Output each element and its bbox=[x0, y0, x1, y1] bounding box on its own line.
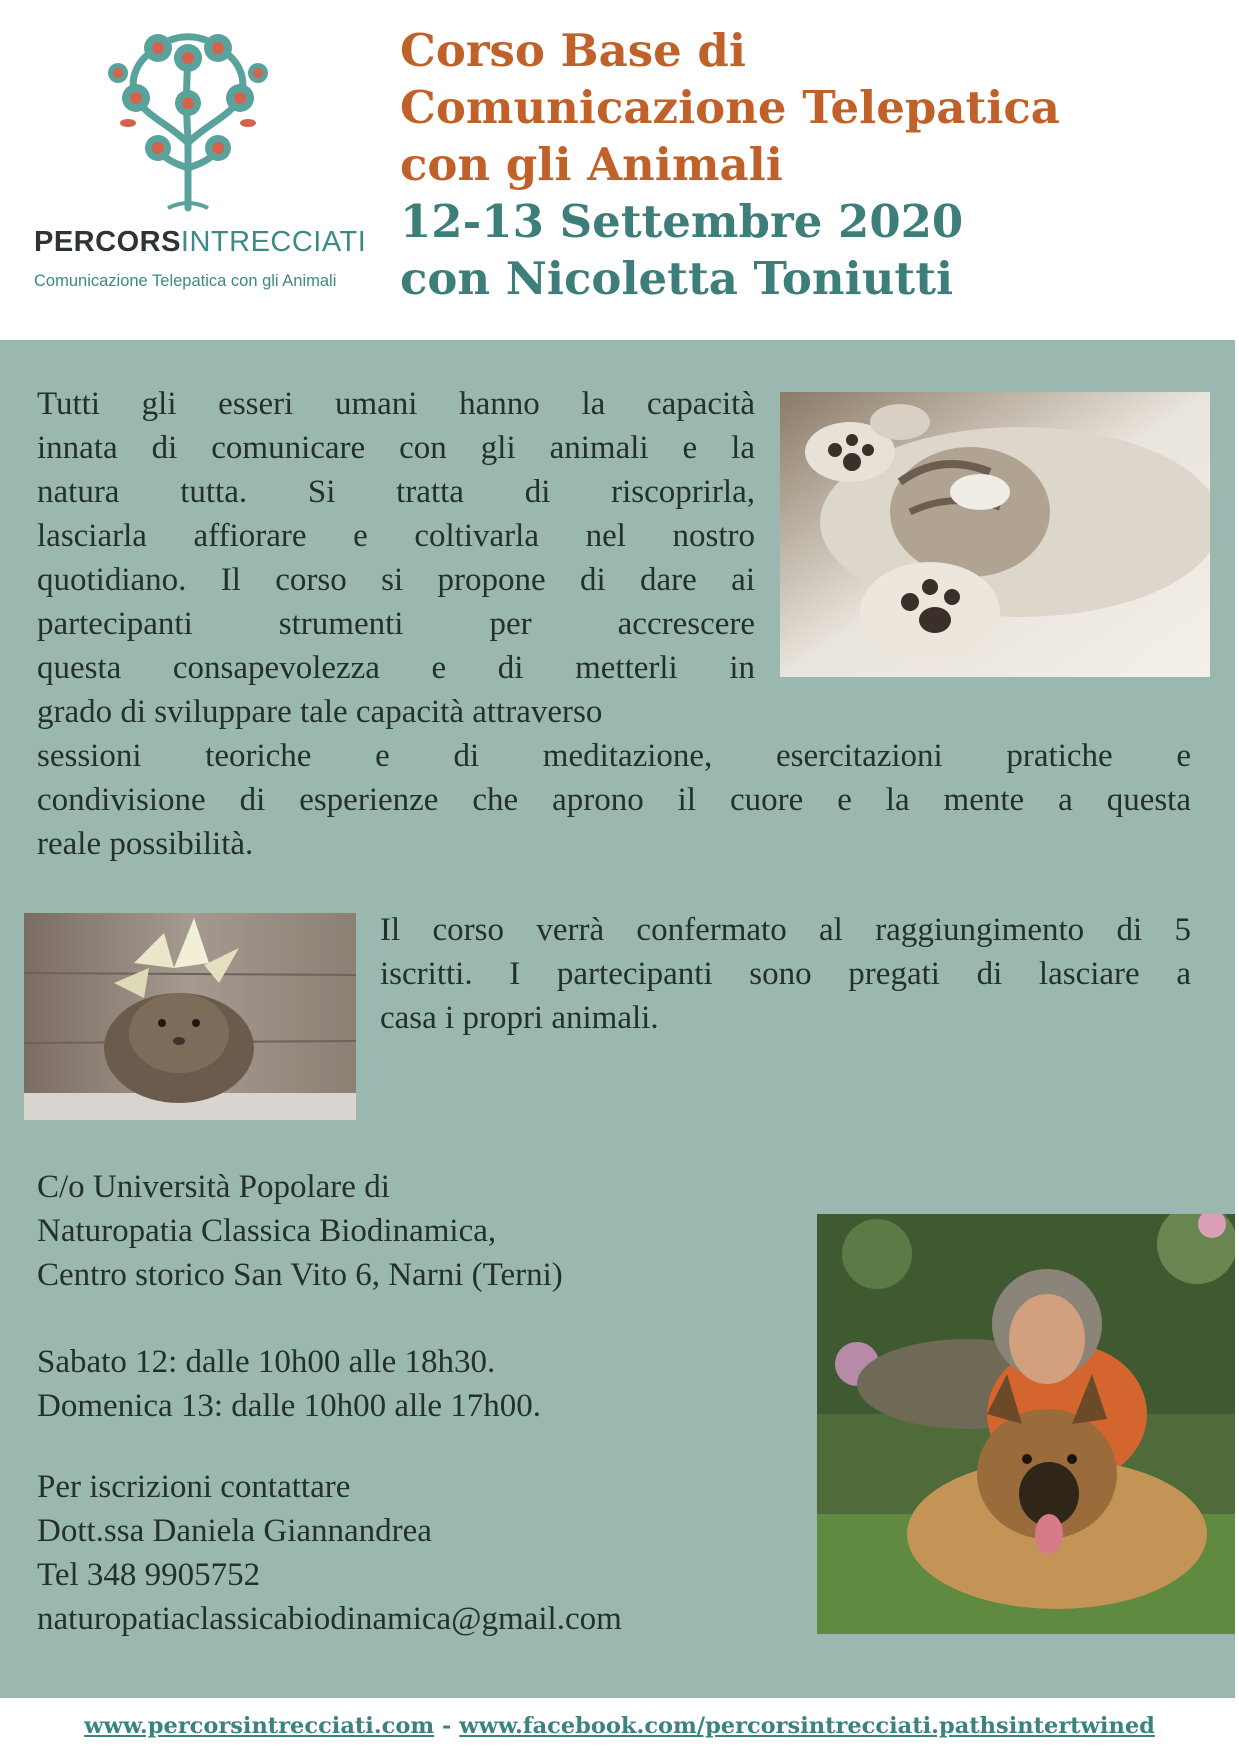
content-panel bbox=[0, 340, 1235, 1698]
address-line: Centro storico San Vito 6, Narni (Terni) bbox=[37, 1257, 563, 1293]
title-line-teacher: con Nicoletta Toniutti bbox=[400, 252, 954, 305]
logo-tagline: Comunicazione Telepatica con gli Animali bbox=[34, 272, 337, 290]
contact-info bbox=[37, 1465, 817, 1641]
intro-line: natura tutta. Si tratta di riscoprirla, bbox=[37, 474, 755, 510]
title-line-1: Corso Base di bbox=[400, 24, 746, 77]
intro-line: lasciarla affiorare e coltivarla nel nostro bbox=[37, 518, 755, 554]
schedule bbox=[37, 1340, 797, 1428]
contact-email[interactable]: naturopatiaclassicabiodinamica@gmail.com bbox=[37, 1601, 622, 1637]
intro-line: condivisione di esperienze che aprono il cuore e la mente a questa bbox=[37, 782, 1191, 818]
logo-name-part1: PERCORS bbox=[34, 226, 181, 258]
website-link[interactable]: www.percorsintrecciati.com bbox=[84, 1713, 435, 1739]
address-line: C/o Università Popolare di bbox=[37, 1169, 390, 1205]
intro-line: innata di comunicare con gli animali e la bbox=[37, 430, 755, 466]
guinea-pig-photo bbox=[24, 913, 356, 1120]
footer bbox=[0, 1698, 1239, 1754]
title-line-3: con gli Animali bbox=[400, 138, 783, 191]
address-line: Naturopatia Classica Biodinamica, bbox=[37, 1213, 497, 1249]
kitten-photo bbox=[780, 392, 1210, 677]
intro-line: partecipanti strumenti per accrescere bbox=[37, 606, 755, 642]
footer-separator: - bbox=[442, 1713, 452, 1739]
schedule-line: Sabato 12: dalle 10h00 alle 18h30. bbox=[37, 1344, 496, 1380]
venue-address bbox=[37, 1165, 797, 1297]
intro-paragraph-bottom bbox=[37, 734, 1191, 866]
intro-line: quotidiano. Il corso si propone di dare ai bbox=[37, 562, 755, 598]
intro-paragraph-top bbox=[37, 382, 755, 734]
intro-line: Tutti gli esseri umani hanno la capacità bbox=[37, 386, 755, 422]
confirm-line: iscritti. I partecipanti sono pregati di lasciare a bbox=[380, 956, 1191, 992]
contact-name: Dott.ssa Daniela Giannandrea bbox=[37, 1513, 432, 1549]
confirm-line: Il corso verrà confermato al raggiungimento di 5 bbox=[380, 912, 1191, 948]
logo-name bbox=[34, 226, 368, 259]
tree-logo-icon bbox=[88, 18, 288, 218]
header bbox=[0, 0, 1239, 340]
schedule-line: Domenica 13: dalle 10h00 alle 17h00. bbox=[37, 1388, 542, 1424]
contact-phone[interactable]: Tel 348 9905752 bbox=[37, 1557, 261, 1593]
logo bbox=[28, 18, 368, 288]
facebook-link[interactable]: www.facebook.com/percorsintrecciati.pathsintertwined bbox=[459, 1713, 1155, 1739]
intro-line: reale possibilità. bbox=[37, 826, 254, 862]
logo-name-part2: INTRECCIATI bbox=[180, 226, 367, 258]
confirm-line: casa i propri animali. bbox=[380, 1000, 659, 1036]
intro-line: grado di sviluppare tale capacità attraverso bbox=[37, 694, 603, 730]
title-line-2: Comunicazione Telepatica bbox=[400, 81, 1060, 134]
woman-with-dog-photo bbox=[817, 1214, 1235, 1634]
intro-line: questa consapevolezza e di metterli in bbox=[37, 650, 755, 686]
confirmation-paragraph bbox=[380, 908, 1191, 1040]
intro-line: sessioni teoriche e di meditazione, esercitazioni pratiche e bbox=[37, 738, 1191, 774]
title-block bbox=[400, 22, 1220, 307]
contact-line: Per iscrizioni contattare bbox=[37, 1469, 351, 1505]
title-line-date: 12-13 Settembre 2020 bbox=[400, 195, 964, 248]
